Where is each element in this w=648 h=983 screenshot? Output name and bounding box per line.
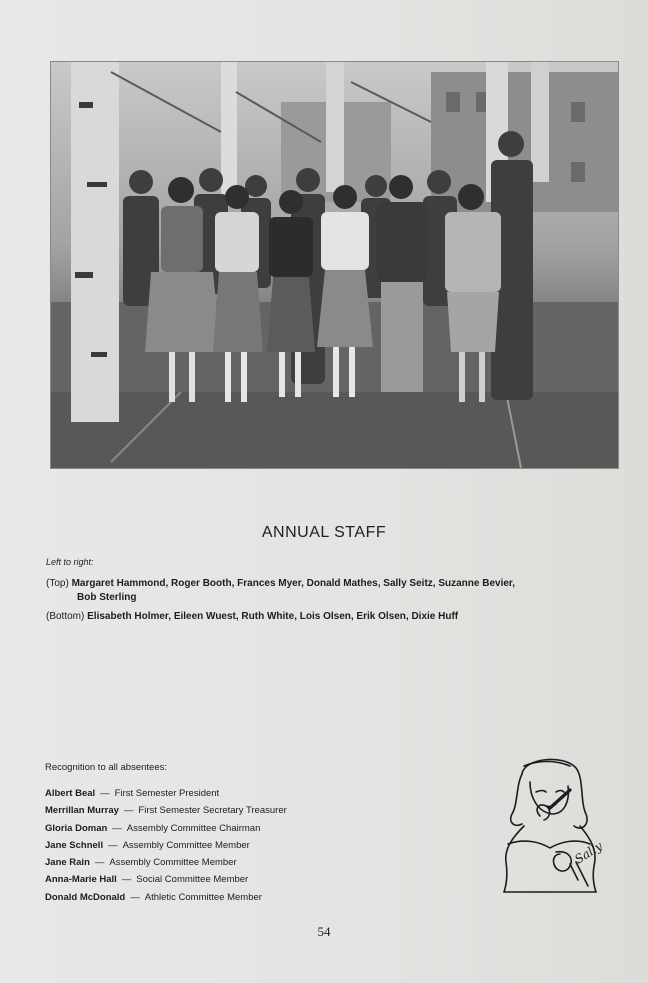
list-item: Merrillan Murray — First Semester Secretary Treasurer	[45, 805, 287, 817]
names-list: Margaret Hammond, Roger Booth, Frances Myer, Donald Mathes, Sally Seitz, Suzanne Bevier,	[71, 578, 516, 589]
list-item: Jane Schnell — Assembly Committee Member	[45, 839, 250, 851]
list-item: Jane Rain — Assembly Committee Member	[45, 857, 237, 869]
girl-sketch-illustration	[494, 752, 614, 894]
names-list: Elisabeth Holmer, Eileen Wuest, Ruth White, Lois Olsen, Erik Olsen, Dixie Huff	[87, 611, 459, 622]
recognition-label: Recognition to all absentees:	[45, 762, 167, 773]
names-list-continued: Bob Sterling	[77, 592, 137, 603]
list-item: Anna-Marie Hall — Social Committee Member	[45, 874, 249, 886]
caption-label: Left to right:	[46, 557, 94, 567]
row-tag: (Top)	[46, 578, 69, 589]
page-title: ANNUAL STAFF	[261, 524, 387, 541]
group-photo	[50, 61, 619, 469]
page-number: 54	[317, 924, 331, 939]
list-item: Albert Beal — First Semester President	[45, 788, 220, 799]
artist-signature: Sally	[572, 838, 605, 867]
absentee-list	[45, 785, 287, 906]
caption-row-top	[46, 577, 618, 605]
caption-row-bottom	[46, 610, 618, 624]
row-tag: (Bottom)	[46, 611, 85, 622]
list-item: Gloria Doman — Assembly Committee Chairman	[45, 822, 261, 834]
list-item: Donald McDonald — Athletic Committee Member	[45, 891, 262, 903]
